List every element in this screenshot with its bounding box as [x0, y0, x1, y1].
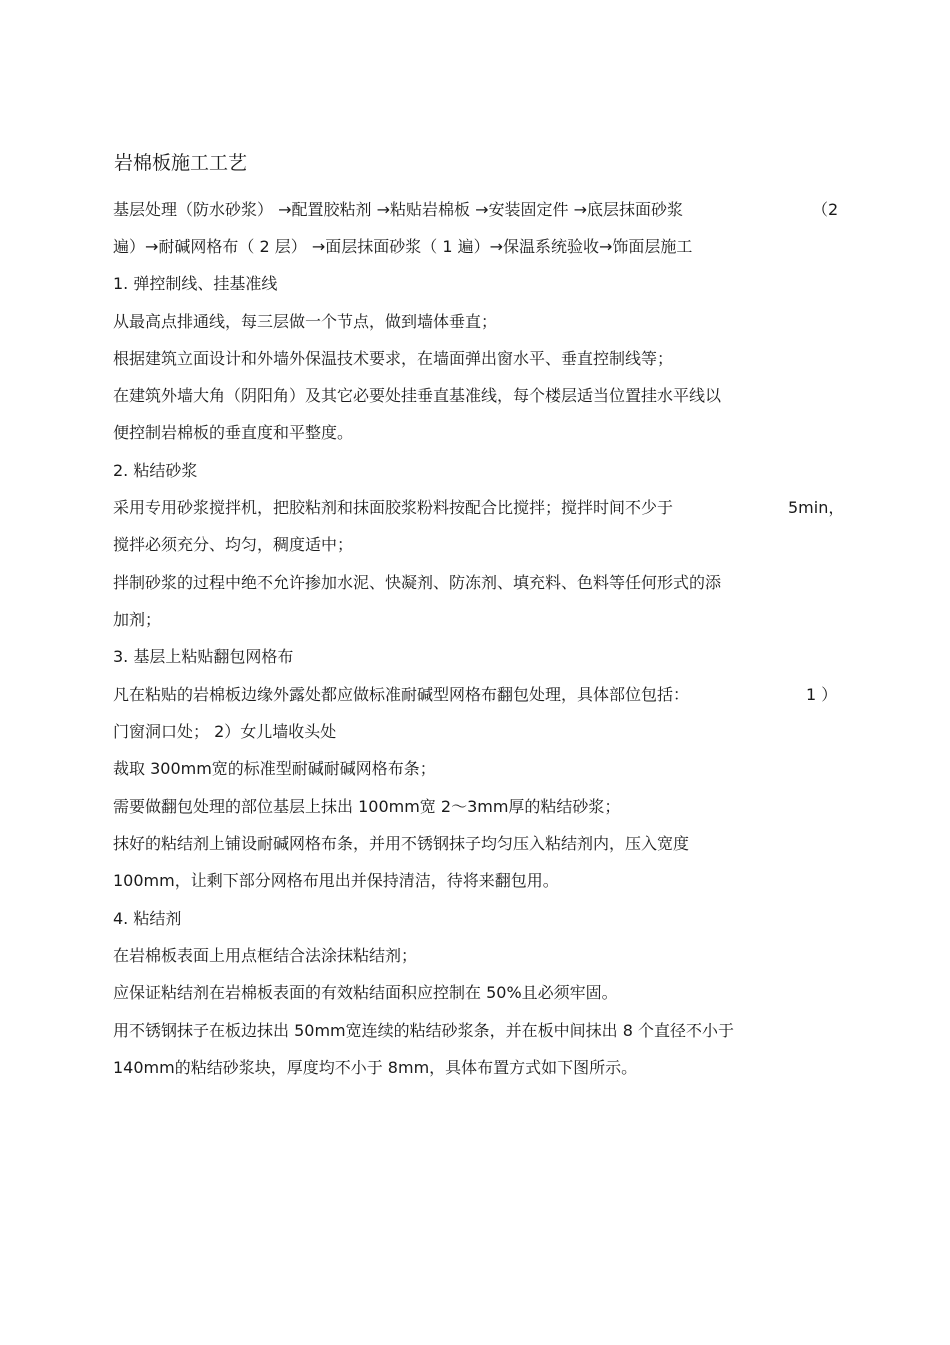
section-2-paragraph-1b: 搅拌必须充分、均匀，稠度适中； [113, 535, 354, 554]
process-flow-line-1-end: （2 [812, 200, 839, 219]
section-3-heading: 3. 基层上粘贴翻包网格布 [113, 647, 294, 666]
section-4-paragraph-2: 应保证粘结剂在岩棉板表面的有效粘结面积应控制在 50%且必须牢固。 [113, 983, 618, 1002]
section-3-paragraph-2: 裁取 300mm宽的标准型耐碱耐碱网格布条； [113, 759, 436, 778]
section-1-paragraph-3a: 在建筑外墙大角（阴阳角）及其它必要处挂垂直基准线，每个楼层适当位置挂水平线以 [113, 386, 722, 405]
section-4-heading: 4. 粘结剂 [113, 909, 182, 928]
section-3-paragraph-4a: 抹好的粘结剂上铺设耐碱网格布条，并用不锈钢抹子均匀压入粘结剂内，压入宽度 [113, 834, 690, 853]
section-3-paragraph-1a: 凡在粘贴的岩棉板边缘外露处都应做标准耐碱型网格布翻包处理，具体部位包括： [113, 685, 690, 704]
section-4-paragraph-3a: 用不锈钢抹子在板边抹出 50mm宽连续的粘结砂浆条，并在板中间抹出 8 个直径不小于 [113, 1021, 734, 1040]
section-1-paragraph-3b: 便控制岩棉板的垂直度和平整度。 [113, 423, 354, 442]
process-flow-line-1: 基层处理（防水砂浆） →配置胶粘剂 →粘贴岩棉板 →安装固定件 →底层抹面砂浆 [113, 200, 683, 219]
section-2-paragraph-1a: 采用专用砂浆搅拌机，把胶粘剂和抹面胶浆粉料按配合比搅拌；搅拌时间不少于 [113, 498, 674, 517]
section-3-paragraph-4b: 100mm，让剩下部分网格布甩出并保持清洁，待将来翻包用。 [113, 871, 559, 890]
section-1-paragraph-1: 从最高点排通线，每三层做一个节点，做到墙体垂直； [113, 312, 498, 331]
document-title: 岩棉板施工工艺 [114, 152, 248, 174]
section-4-paragraph-1: 在岩棉板表面上用点框结合法涂抹粘结剂； [113, 946, 418, 965]
section-2-heading: 2. 粘结砂浆 [113, 461, 198, 480]
section-1-paragraph-2: 根据建筑立面设计和外墙外保温技术要求，在墙面弹出窗水平、垂直控制线等； [113, 349, 674, 368]
section-2-paragraph-1a-end: 5min， [788, 498, 845, 517]
section-1-heading: 1. 弹控制线、挂基准线 [113, 274, 278, 293]
section-2-paragraph-2a: 拌制砂浆的过程中绝不允许掺加水泥、快凝剂、防冻剂、填充料、色料等任何形式的添 [113, 573, 722, 592]
section-4-paragraph-3b: 140mm的粘结砂浆块，厚度均不小于 8mm，具体布置方式如下图所示。 [113, 1058, 638, 1077]
section-2-paragraph-2b: 加剂； [113, 610, 162, 629]
section-3-paragraph-1a-end: 1 ） [806, 685, 838, 704]
section-3-paragraph-1b: 门窗洞口处； 2）女儿墙收头处 [113, 722, 337, 741]
section-3-paragraph-3: 需要做翻包处理的部位基层上抹出 100mm宽 2～3mm厚的粘结砂浆； [113, 797, 621, 816]
process-flow-line-2: 遍）→耐碱网格布（ 2 层） →面层抹面砂浆（ 1 遍）→保温系统验收→饰面层施工 [113, 237, 693, 256]
